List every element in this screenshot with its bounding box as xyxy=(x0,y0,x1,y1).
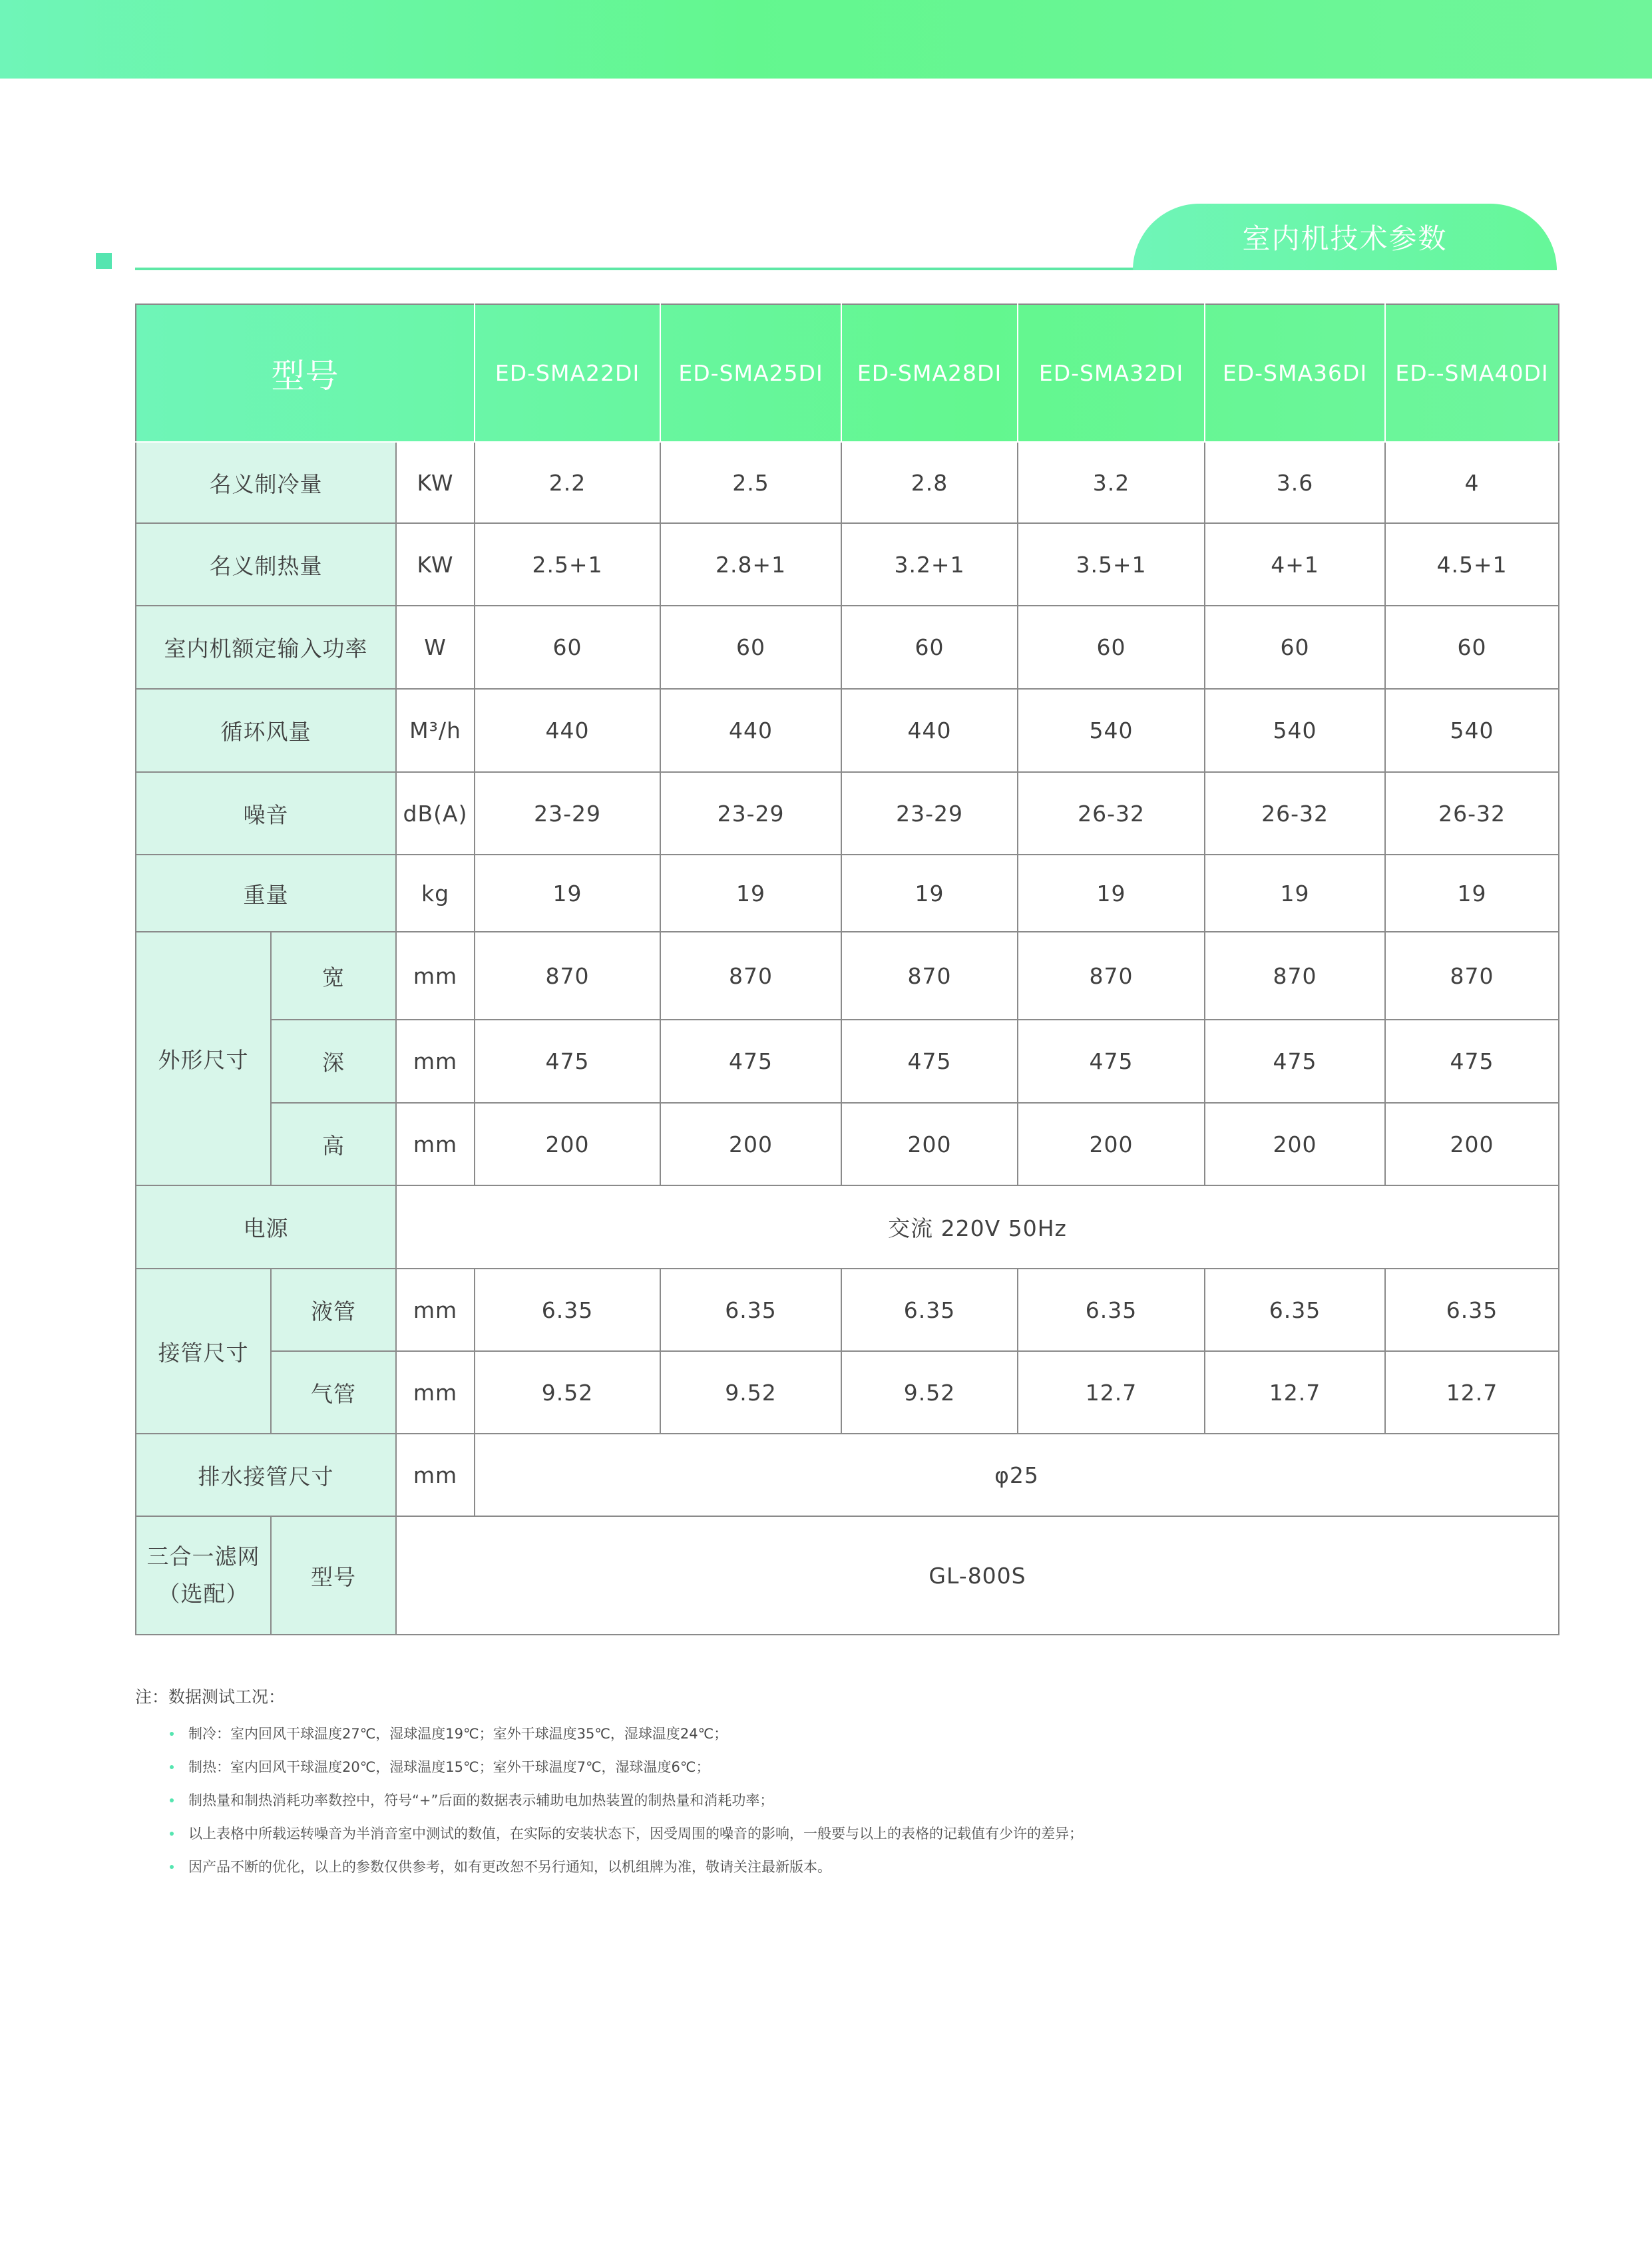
table-cell: 200 xyxy=(841,1103,1018,1185)
table-row-weight xyxy=(136,855,1559,932)
bullet-dot-icon xyxy=(170,1732,174,1736)
table-cell: 19 xyxy=(1205,855,1385,932)
table-row-noise xyxy=(136,772,1559,855)
table-cell: 200 xyxy=(1018,1103,1205,1185)
table-cell: 540 xyxy=(1385,689,1559,772)
note-item xyxy=(170,1792,1559,1810)
table-cell: 60 xyxy=(841,606,1018,689)
table-row-power-supply xyxy=(136,1185,1559,1269)
notes-list xyxy=(135,1725,1559,1876)
row-sub-label: 宽 xyxy=(271,932,396,1020)
bullet-dot-icon xyxy=(170,1765,174,1769)
table-row-dimension-height xyxy=(136,1103,1559,1185)
note-text: 制冷：室内回风干球温度27℃，湿球温度19℃；室外干球温度35℃，湿球温度24℃； xyxy=(188,1726,728,1742)
row-sub-label: 液管 xyxy=(271,1269,396,1351)
row-sub-label: 型号 xyxy=(271,1516,396,1635)
table-cell: 3.2+1 xyxy=(841,523,1018,606)
table-cell: 3.6 xyxy=(1205,442,1385,523)
row-unit: mm xyxy=(396,1351,475,1434)
section-title-text: 室内机技术参数 xyxy=(1242,222,1448,255)
table-cell: 26-32 xyxy=(1205,772,1385,855)
table-cell: 475 xyxy=(475,1020,660,1103)
row-unit: mm xyxy=(396,1020,475,1103)
table-cell: 6.35 xyxy=(1018,1269,1205,1351)
table-cell: 3.2 xyxy=(1018,442,1205,523)
table-cell: 475 xyxy=(660,1020,841,1103)
table-cell: 60 xyxy=(660,606,841,689)
table-cell: 9.52 xyxy=(475,1351,660,1434)
table-cell: 12.7 xyxy=(1205,1351,1385,1434)
table-cell: 440 xyxy=(841,689,1018,772)
table-cell: 26-32 xyxy=(1018,772,1205,855)
notes-title: 注：数据测试工况： xyxy=(135,1687,286,1707)
row-sub-label: 高 xyxy=(271,1103,396,1185)
row-unit: kg xyxy=(396,855,475,932)
model-header-cell: ED-SMA28DI xyxy=(841,304,1018,442)
table-cell: 870 xyxy=(660,932,841,1020)
row-unit: dB(A) xyxy=(396,772,475,855)
model-header-cell: ED--SMA40DI xyxy=(1385,304,1559,442)
row-unit: KW xyxy=(396,442,475,523)
table-cell: 60 xyxy=(1018,606,1205,689)
bullet-dot-icon xyxy=(170,1832,174,1836)
table-row-dimension-width xyxy=(136,932,1559,1020)
table-cell: 870 xyxy=(475,932,660,1020)
model-header-cell: ED-SMA36DI xyxy=(1205,304,1385,442)
table-cell: 23-29 xyxy=(841,772,1018,855)
table-cell: 60 xyxy=(475,606,660,689)
table-row-pipe-gas xyxy=(136,1351,1559,1434)
table-cell: 23-29 xyxy=(660,772,841,855)
table-cell: 6.35 xyxy=(1205,1269,1385,1351)
table-cell: 60 xyxy=(1385,606,1559,689)
model-header-cell: ED-SMA22DI xyxy=(475,304,660,442)
row-label: 重量 xyxy=(136,855,396,932)
table-row-dimension-depth xyxy=(136,1020,1559,1103)
row-unit: mm xyxy=(396,932,475,1020)
table-cell: 540 xyxy=(1205,689,1385,772)
note-text: 因产品不断的优化，以上的参数仅供参考，如有更改恕不另行通知，以机组牌为准，敬请关注最新版本。 xyxy=(188,1859,831,1875)
table-header-row xyxy=(136,304,1559,442)
model-header-label: 型号 xyxy=(136,304,475,442)
table-cell: 19 xyxy=(1385,855,1559,932)
table-row-filter xyxy=(136,1516,1559,1635)
note-item xyxy=(170,1758,1559,1776)
table-row-power xyxy=(136,606,1559,689)
table-row-airflow xyxy=(136,689,1559,772)
table-cell: 200 xyxy=(475,1103,660,1185)
table-cell: 19 xyxy=(660,855,841,932)
note-text: 以上表格中所载运转噪音为半消音室中测试的数值，在实际的安装状态下，因受周围的噪音的影响，一般要与以上的表格的记载值有少许的差异； xyxy=(188,1826,1083,1842)
model-header-cell: ED-SMA25DI xyxy=(660,304,841,442)
section-title xyxy=(1133,204,1557,270)
note-text: 制热：室内回风干球温度20℃，湿球温度15℃；室外干球温度7℃，湿球温度6℃； xyxy=(188,1759,710,1775)
bullet-dot-icon xyxy=(170,1865,174,1869)
table-cell: 200 xyxy=(1385,1103,1559,1185)
table-cell: 440 xyxy=(475,689,660,772)
table-cell: 9.52 xyxy=(841,1351,1018,1434)
table-cell-merged: GL-800S xyxy=(396,1516,1559,1635)
note-item xyxy=(170,1858,1559,1876)
model-header-cell: ED-SMA32DI xyxy=(1018,304,1205,442)
table-cell: 440 xyxy=(660,689,841,772)
row-unit: W xyxy=(396,606,475,689)
table-row-cooling xyxy=(136,442,1559,523)
table-cell: 6.35 xyxy=(660,1269,841,1351)
table-cell: 9.52 xyxy=(660,1351,841,1434)
top-color-band xyxy=(0,0,1652,79)
row-sub-label: 深 xyxy=(271,1020,396,1103)
table-cell: 475 xyxy=(841,1020,1018,1103)
table-cell: 2.5+1 xyxy=(475,523,660,606)
table-cell-merged: 交流 220V 50Hz xyxy=(396,1185,1559,1269)
table-cell: 870 xyxy=(1205,932,1385,1020)
row-label: 电源 xyxy=(136,1185,396,1269)
table-cell: 200 xyxy=(660,1103,841,1185)
table-cell: 12.7 xyxy=(1385,1351,1559,1434)
table-cell: 4 xyxy=(1385,442,1559,523)
bullet-dot-icon xyxy=(170,1798,174,1802)
row-group-label: 接管尺寸 xyxy=(136,1269,271,1434)
table-cell: 475 xyxy=(1018,1020,1205,1103)
table-cell: 6.35 xyxy=(475,1269,660,1351)
table-cell: 870 xyxy=(1385,932,1559,1020)
spec-table xyxy=(135,304,1559,1635)
table-cell: 2.8 xyxy=(841,442,1018,523)
row-sub-label: 气管 xyxy=(271,1351,396,1434)
table-cell: 200 xyxy=(1205,1103,1385,1185)
section-marker-square xyxy=(96,253,112,269)
table-cell: 6.35 xyxy=(841,1269,1018,1351)
table-cell: 23-29 xyxy=(475,772,660,855)
table-cell: 19 xyxy=(841,855,1018,932)
table-cell: 540 xyxy=(1018,689,1205,772)
table-cell: 4+1 xyxy=(1205,523,1385,606)
table-row-drain xyxy=(136,1434,1559,1516)
note-item xyxy=(170,1725,1559,1743)
table-cell: 4.5+1 xyxy=(1385,523,1559,606)
table-cell: 19 xyxy=(1018,855,1205,932)
filter-label-line1: 三合一滤网 xyxy=(146,1543,260,1569)
row-label-filter xyxy=(136,1516,271,1635)
row-label: 名义制冷量 xyxy=(136,442,396,523)
notes-section xyxy=(135,1684,1559,1892)
table-row-pipe-liquid xyxy=(136,1269,1559,1351)
table-cell-merged: φ25 xyxy=(475,1434,1559,1516)
table-cell: 2.2 xyxy=(475,442,660,523)
table-cell: 3.5+1 xyxy=(1018,523,1205,606)
table-cell: 475 xyxy=(1205,1020,1385,1103)
table-cell: 2.8+1 xyxy=(660,523,841,606)
row-label: 循环风量 xyxy=(136,689,396,772)
table-cell: 19 xyxy=(475,855,660,932)
table-row-heating xyxy=(136,523,1559,606)
table-cell: 60 xyxy=(1205,606,1385,689)
table-cell: 12.7 xyxy=(1018,1351,1205,1434)
row-unit: mm xyxy=(396,1269,475,1351)
row-group-label: 外形尺寸 xyxy=(136,932,271,1185)
table-cell: 870 xyxy=(841,932,1018,1020)
table-cell: 870 xyxy=(1018,932,1205,1020)
note-text: 制热量和制热消耗功率数控中，符号“+”后面的数据表示辅助电加热装置的制热量和消耗功率； xyxy=(188,1792,774,1808)
row-label: 排水接管尺寸 xyxy=(136,1434,396,1516)
row-label: 名义制热量 xyxy=(136,523,396,606)
table-cell: 6.35 xyxy=(1385,1269,1559,1351)
row-unit: KW xyxy=(396,523,475,606)
table-cell: 2.5 xyxy=(660,442,841,523)
table-cell: 475 xyxy=(1385,1020,1559,1103)
row-unit: mm xyxy=(396,1434,475,1516)
row-unit: M³/h xyxy=(396,689,475,772)
row-label: 室内机额定输入功率 xyxy=(136,606,396,689)
note-item xyxy=(170,1825,1559,1843)
filter-label-line2: （选配） xyxy=(158,1581,249,1607)
row-label: 噪音 xyxy=(136,772,396,855)
row-unit: mm xyxy=(396,1103,475,1185)
table-cell: 26-32 xyxy=(1385,772,1559,855)
